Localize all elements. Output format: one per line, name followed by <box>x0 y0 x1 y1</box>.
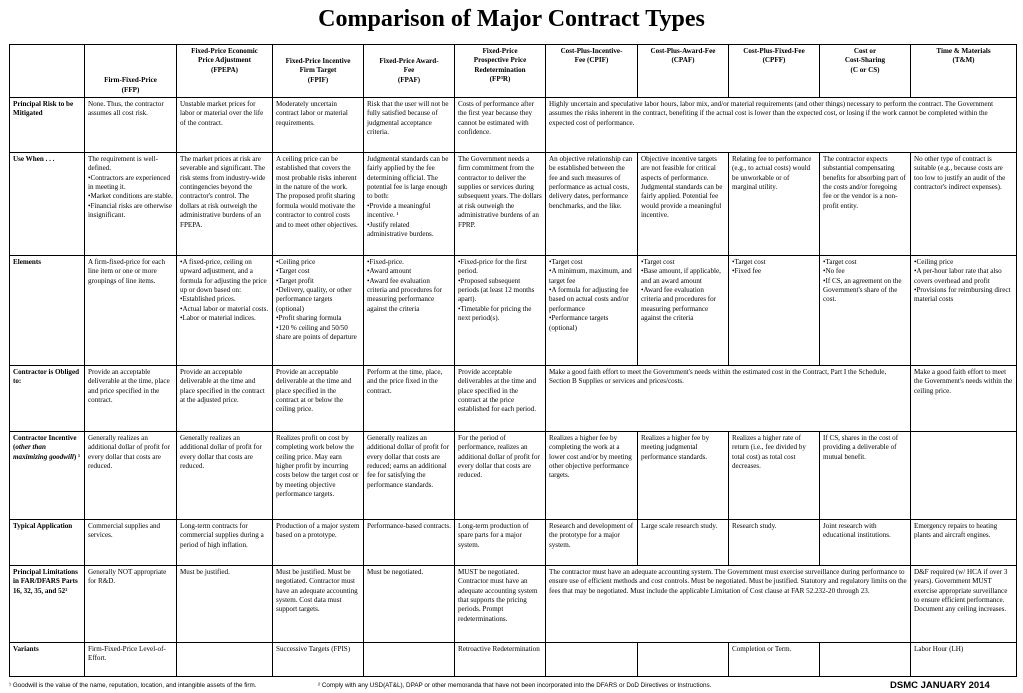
cell-incentive-fpif: Realizes profit on cost by completing work below the ceiling price. May earn higher profit by incurring costs below the target cost or by meeting objective performance targets. <box>273 432 364 520</box>
cell-incentive-fpepa: Generally realizes an additional dollar of profit for every dollar that costs are reduced. <box>177 432 273 520</box>
header-cpff: Cost-Plus-Fixed-Fee (CPFF) <box>729 45 820 98</box>
rowhead-incentive-end: ) ¹ <box>73 452 81 461</box>
cell-typical-cpff: Research study. <box>729 520 820 566</box>
cell-use-tm: No other type of contract is suitable (e.g., because costs are too low to justify an audit of the contractor's indirect expenses). <box>911 153 1017 256</box>
cell-elements-cpaf: •Target cost •Base amount, if applicable, and an award amount •Award fee evaluation criteria and procedures for measuring performance against the criteria <box>638 256 729 366</box>
cell-typical-ffp: Commercial supplies and services. <box>85 520 177 566</box>
cell-elements-fpepa: •A fixed-price, ceiling on upward adjustment, and a formula for adjusting the price up or down based on: •Established prices. •Actual labor or material costs. •Labor or material indices. <box>177 256 273 366</box>
cell-obliged-fpepa: Provide an acceptable deliverable at the time and place specified in the contract at the adjusted price. <box>177 366 273 432</box>
cell-variants-tm: Labor Hour (LH) <box>911 643 1017 677</box>
row-principal-risk <box>10 98 1017 153</box>
cell-variants-ffp: Firm-Fixed-Price Level-of-Effort. <box>85 643 177 677</box>
cell-elements-fppr: •Fixed-price for the first period. •Proposed subsequent periods (at least 12 months apart). •Timetable for pricing the next period(s). <box>455 256 546 366</box>
cell-variants-cpff: Completion or Term. <box>729 643 820 677</box>
row-incentive <box>10 432 1017 520</box>
cell-elements-cpff: •Target cost •Fixed fee <box>729 256 820 366</box>
cell-risk-fppr: Costs of performance after the first year because they cannot be estimated with confidence. <box>455 98 546 153</box>
cell-variants-cs <box>820 643 911 677</box>
header-tm: Time & Materials (T&M) <box>911 45 1017 98</box>
cell-limitations-cost-types: The contractor must have an adequate accounting system. The Government must exercise surveillance during performance to ensure use of efficient methods and cost controls. Must be negotiated. Must be justified. Statutory and regulatory limits on the fees that may be negotiated. Must include the applicable Limitation of Cost clause at FAR 52.232-20 through 23. <box>546 566 911 643</box>
rowhead-incentive <box>10 432 85 520</box>
cell-elements-fpaf: •Fixed-price. •Award amount •Award fee evaluation criteria and procedures for measuring performance against the criteria <box>364 256 455 366</box>
row-typical-application <box>10 520 1017 566</box>
cell-use-cs: The contractor expects substantial compensating benefits for absorbing part of the costs and/or foregoing fee or the vendor is a non-profit entity. <box>820 153 911 256</box>
cell-variants-cpif <box>546 643 638 677</box>
cell-obliged-fpaf: Perform at the time, place, and the price fixed in the contract. <box>364 366 455 432</box>
rowhead-limitations: Principal Limitations in FAR/DFARS Parts 16, 32, 35, and 52² <box>10 566 85 643</box>
cell-variants-cpaf <box>638 643 729 677</box>
cell-typical-fpepa: Long-term contracts for commercial supplies during a period of high inflation. <box>177 520 273 566</box>
cell-use-cpaf: Objective incentive targets are not feasible for critical aspects of performance. Judgmental standards can be fairly applied. Potential fee would provide a meaningful incentive. <box>638 153 729 256</box>
cell-risk-ffp: None. Thus, the contractor assumes all cost risk. <box>85 98 177 153</box>
row-elements <box>10 256 1017 366</box>
cell-risk-fpaf: Risk that the user will not be fully satisfied because of judgmental acceptance criteria. <box>364 98 455 153</box>
cell-risk-fpif: Moderately uncertain contract labor or material requirements. <box>273 98 364 153</box>
cell-obliged-fpif: Provide an acceptable deliverable at the time and place specified in the contract at or below the ceiling price. <box>273 366 364 432</box>
cell-limitations-fpaf: Must be negotiated. <box>364 566 455 643</box>
header-cpaf: Cost-Plus-Award-Fee (CPAF) <box>638 45 729 98</box>
cell-typical-cpif: Research and development of the prototype for a major system. <box>546 520 638 566</box>
footnote-memoranda: ² Comply with any USD(AT&L), DPAP or other memoranda that have not been incorporated into the DFARS or DoD Directives or Instructions. <box>318 682 712 689</box>
cell-variants-fpaf <box>364 643 455 677</box>
cell-obliged-cost-types: Make a good faith effort to meet the Government's needs within the estimated cost in the Contract, Part I the Schedule, Section B Supplies or services and prices/costs. <box>546 366 911 432</box>
cell-limitations-fpepa: Must be justified. <box>177 566 273 643</box>
cell-incentive-cpif: Realizes a higher fee by completing the work at a lower cost and/or by meeting other objective performance targets. <box>546 432 638 520</box>
cell-obliged-fppr: Provide acceptable deliverables at the time and place specified in the contract at the price established for each period. <box>455 366 546 432</box>
rowhead-incentive-italic: other than maximizing goodwill <box>13 443 74 461</box>
cell-use-fppr: The Government needs a firm commitment from the contractor to deliver the supplies or services during subsequent years. The dollars at risk outweigh the administrative burdens of an FPRP. <box>455 153 546 256</box>
cell-obliged-tm: Make a good faith effort to meet the Government's needs within the ceiling price. <box>911 366 1017 432</box>
header-fpif: Fixed-Price Incentive Firm Target (FPIF) <box>273 45 364 98</box>
rowhead-incentive-main: Contractor Incentive ( <box>13 434 77 452</box>
rowhead-typical-application: Typical Application <box>10 520 85 566</box>
row-variants <box>10 643 1017 677</box>
cell-limitations-tm: D&F required (w/ HCA if over 3 years). Government MUST exercise appropriate surveillance to ensure efficient performance. Document any ceiling increases. <box>911 566 1017 643</box>
cell-typical-tm: Emergency repairs to heating plants and aircraft engines. <box>911 520 1017 566</box>
cell-typical-cpaf: Large scale research study. <box>638 520 729 566</box>
cell-limitations-fppr: MUST be negotiated. Contractor must have an adequate accounting system that supports the pricing periods. Prompt redeterminations. <box>455 566 546 643</box>
cell-use-fpaf: Judgmental standards can be fairly applied by the fee determining official. The potential fee is large enough to both: •Provide a meaningful incentive. ¹ •Justify related administrative burdens. <box>364 153 455 256</box>
contract-types-table <box>9 44 1017 677</box>
cell-incentive-ffp: Generally realizes an additional dollar of profit for every dollar that costs are reduced. <box>85 432 177 520</box>
cell-elements-ffp: A firm-fixed-price for each line item or one or more groupings of line items. <box>85 256 177 366</box>
cell-variants-fpif: Successive Targets (FPIS) <box>273 643 364 677</box>
cell-variants-fppr: Retroactive Redetermination <box>455 643 546 677</box>
cell-risk-cost-types: Highly uncertain and speculative labor hours, labor mix, and/or material requirements (and other things) necessary to perform the contract. The Government assumes the risks inherent in the contract, benefiting if the actual cost is lower than the expected cost, or losing if the work cannot be completed within the expected cost of performance. <box>546 98 1017 153</box>
header-corner <box>10 45 85 98</box>
cell-use-fpif: A ceiling price can be established that covers the most probable risks inherent in the nature of the work. The proposed profit sharing formula would motivate the contractor to control costs and to meet other objectives. <box>273 153 364 256</box>
cell-elements-cpif: •Target cost •A minimum, maximum, and target fee •A formula for adjusting fee based on actual costs and/or performance •Performance targets (optional) <box>546 256 638 366</box>
header-cpif: Cost-Plus-Incentive- Fee (CPIF) <box>546 45 638 98</box>
header-fppr: Fixed-Price Prospective Price Redetermination (FP³R) <box>455 45 546 98</box>
page-title: Comparison of Major Contract Types <box>318 6 705 32</box>
cell-use-cpff: Relating fee to performance (e.g., to actual costs) would be unworkable or of marginal utility. <box>729 153 820 256</box>
cell-elements-tm: •Ceiling price •A per-hour labor rate that also covers overhead and profit •Provisions for reimbursing direct material costs <box>911 256 1017 366</box>
rowhead-principal-risk: Principal Risk to be Mitigated <box>10 98 85 153</box>
source-label: DSMC JANUARY 2014 <box>890 680 990 691</box>
row-obliged <box>10 366 1017 432</box>
header-fpaf: Fixed-Price Award- Fee (FPAF) <box>364 45 455 98</box>
header-ffp: Firm-Fixed-Price (FFP) <box>85 45 177 98</box>
cell-use-cpif: An objective relationship can be established between the fee and such measures of performance as actual costs, delivery dates, performance benchmarks, and the like. <box>546 153 638 256</box>
cell-elements-cs: •Target cost •No fee •If CS, an agreement on the Government's share of the cost. <box>820 256 911 366</box>
cell-variants-fpepa <box>177 643 273 677</box>
cell-incentive-fppr: For the period of performance, realizes an additional dollar of profit for every dollar that costs are reduced. <box>455 432 546 520</box>
header-fpepa: Fixed-Price Economic Price Adjustment (FPEPA) <box>177 45 273 98</box>
footnote-goodwill: ¹ Goodwill is the value of the name, reputation, location, and intangible assets of the firm. <box>9 682 257 689</box>
header-cs: Cost or Cost-Sharing (C or CS) <box>820 45 911 98</box>
cell-elements-fpif: •Ceiling price •Target cost •Target profit •Delivery, quality, or other performance targets (optional) •Profit sharing formula •120 % ceiling and 50/50 share are points of departure <box>273 256 364 366</box>
cell-typical-fpaf: Performance-based contracts. <box>364 520 455 566</box>
header-row <box>10 45 1017 98</box>
cell-use-fpepa: The market prices at risk are severable and significant. The risk stems from industry-wide contingencies beyond the contractor's control. The dollars at risk outweigh the administrative burdens of an FPEPA. <box>177 153 273 256</box>
cell-use-ffp: The requirement is well-defined. •Contractors are experienced in meeting it. •Market conditions are stable. •Financial risks are otherwise insignificant. <box>85 153 177 256</box>
cell-limitations-ffp: Generally NOT appropriate for R&D. <box>85 566 177 643</box>
cell-typical-fppr: Long-term production of spare parts for a major system. <box>455 520 546 566</box>
row-limitations <box>10 566 1017 643</box>
cell-typical-fpif: Production of a major system based on a prototype. <box>273 520 364 566</box>
rowhead-elements: Elements <box>10 256 85 366</box>
cell-incentive-cpaf: Realizes a higher fee by meeting judgmental performance standards. <box>638 432 729 520</box>
cell-risk-fpepa: Unstable market prices for labor or material over the life of the contract. <box>177 98 273 153</box>
cell-incentive-fpaf: Generally realizes an additional dollar of profit for every dollar that costs are reduced; earns an additional fee for satisfying the performance standards. <box>364 432 455 520</box>
cell-incentive-tm <box>911 432 1017 520</box>
rowhead-use-when: Use When . . . <box>10 153 85 256</box>
cell-limitations-fpif: Must be justified. Must be negotiated. Contractor must have an adequate accounting system. Cost data must support targets. <box>273 566 364 643</box>
cell-incentive-cpff: Realizes a higher rate of return (i.e., fee divided by total cost) as total cost decreases. <box>729 432 820 520</box>
row-use-when <box>10 153 1017 256</box>
rowhead-variants: Variants <box>10 643 85 677</box>
rowhead-obliged: Contractor is Obliged to: <box>10 366 85 432</box>
cell-obliged-ffp: Provide an acceptable deliverable at the time, place and price specified in the contract. <box>85 366 177 432</box>
cell-incentive-cs: If CS, shares in the cost of providing a deliverable of mutual benefit. <box>820 432 911 520</box>
cell-typical-cs: Joint research with educational institutions. <box>820 520 911 566</box>
